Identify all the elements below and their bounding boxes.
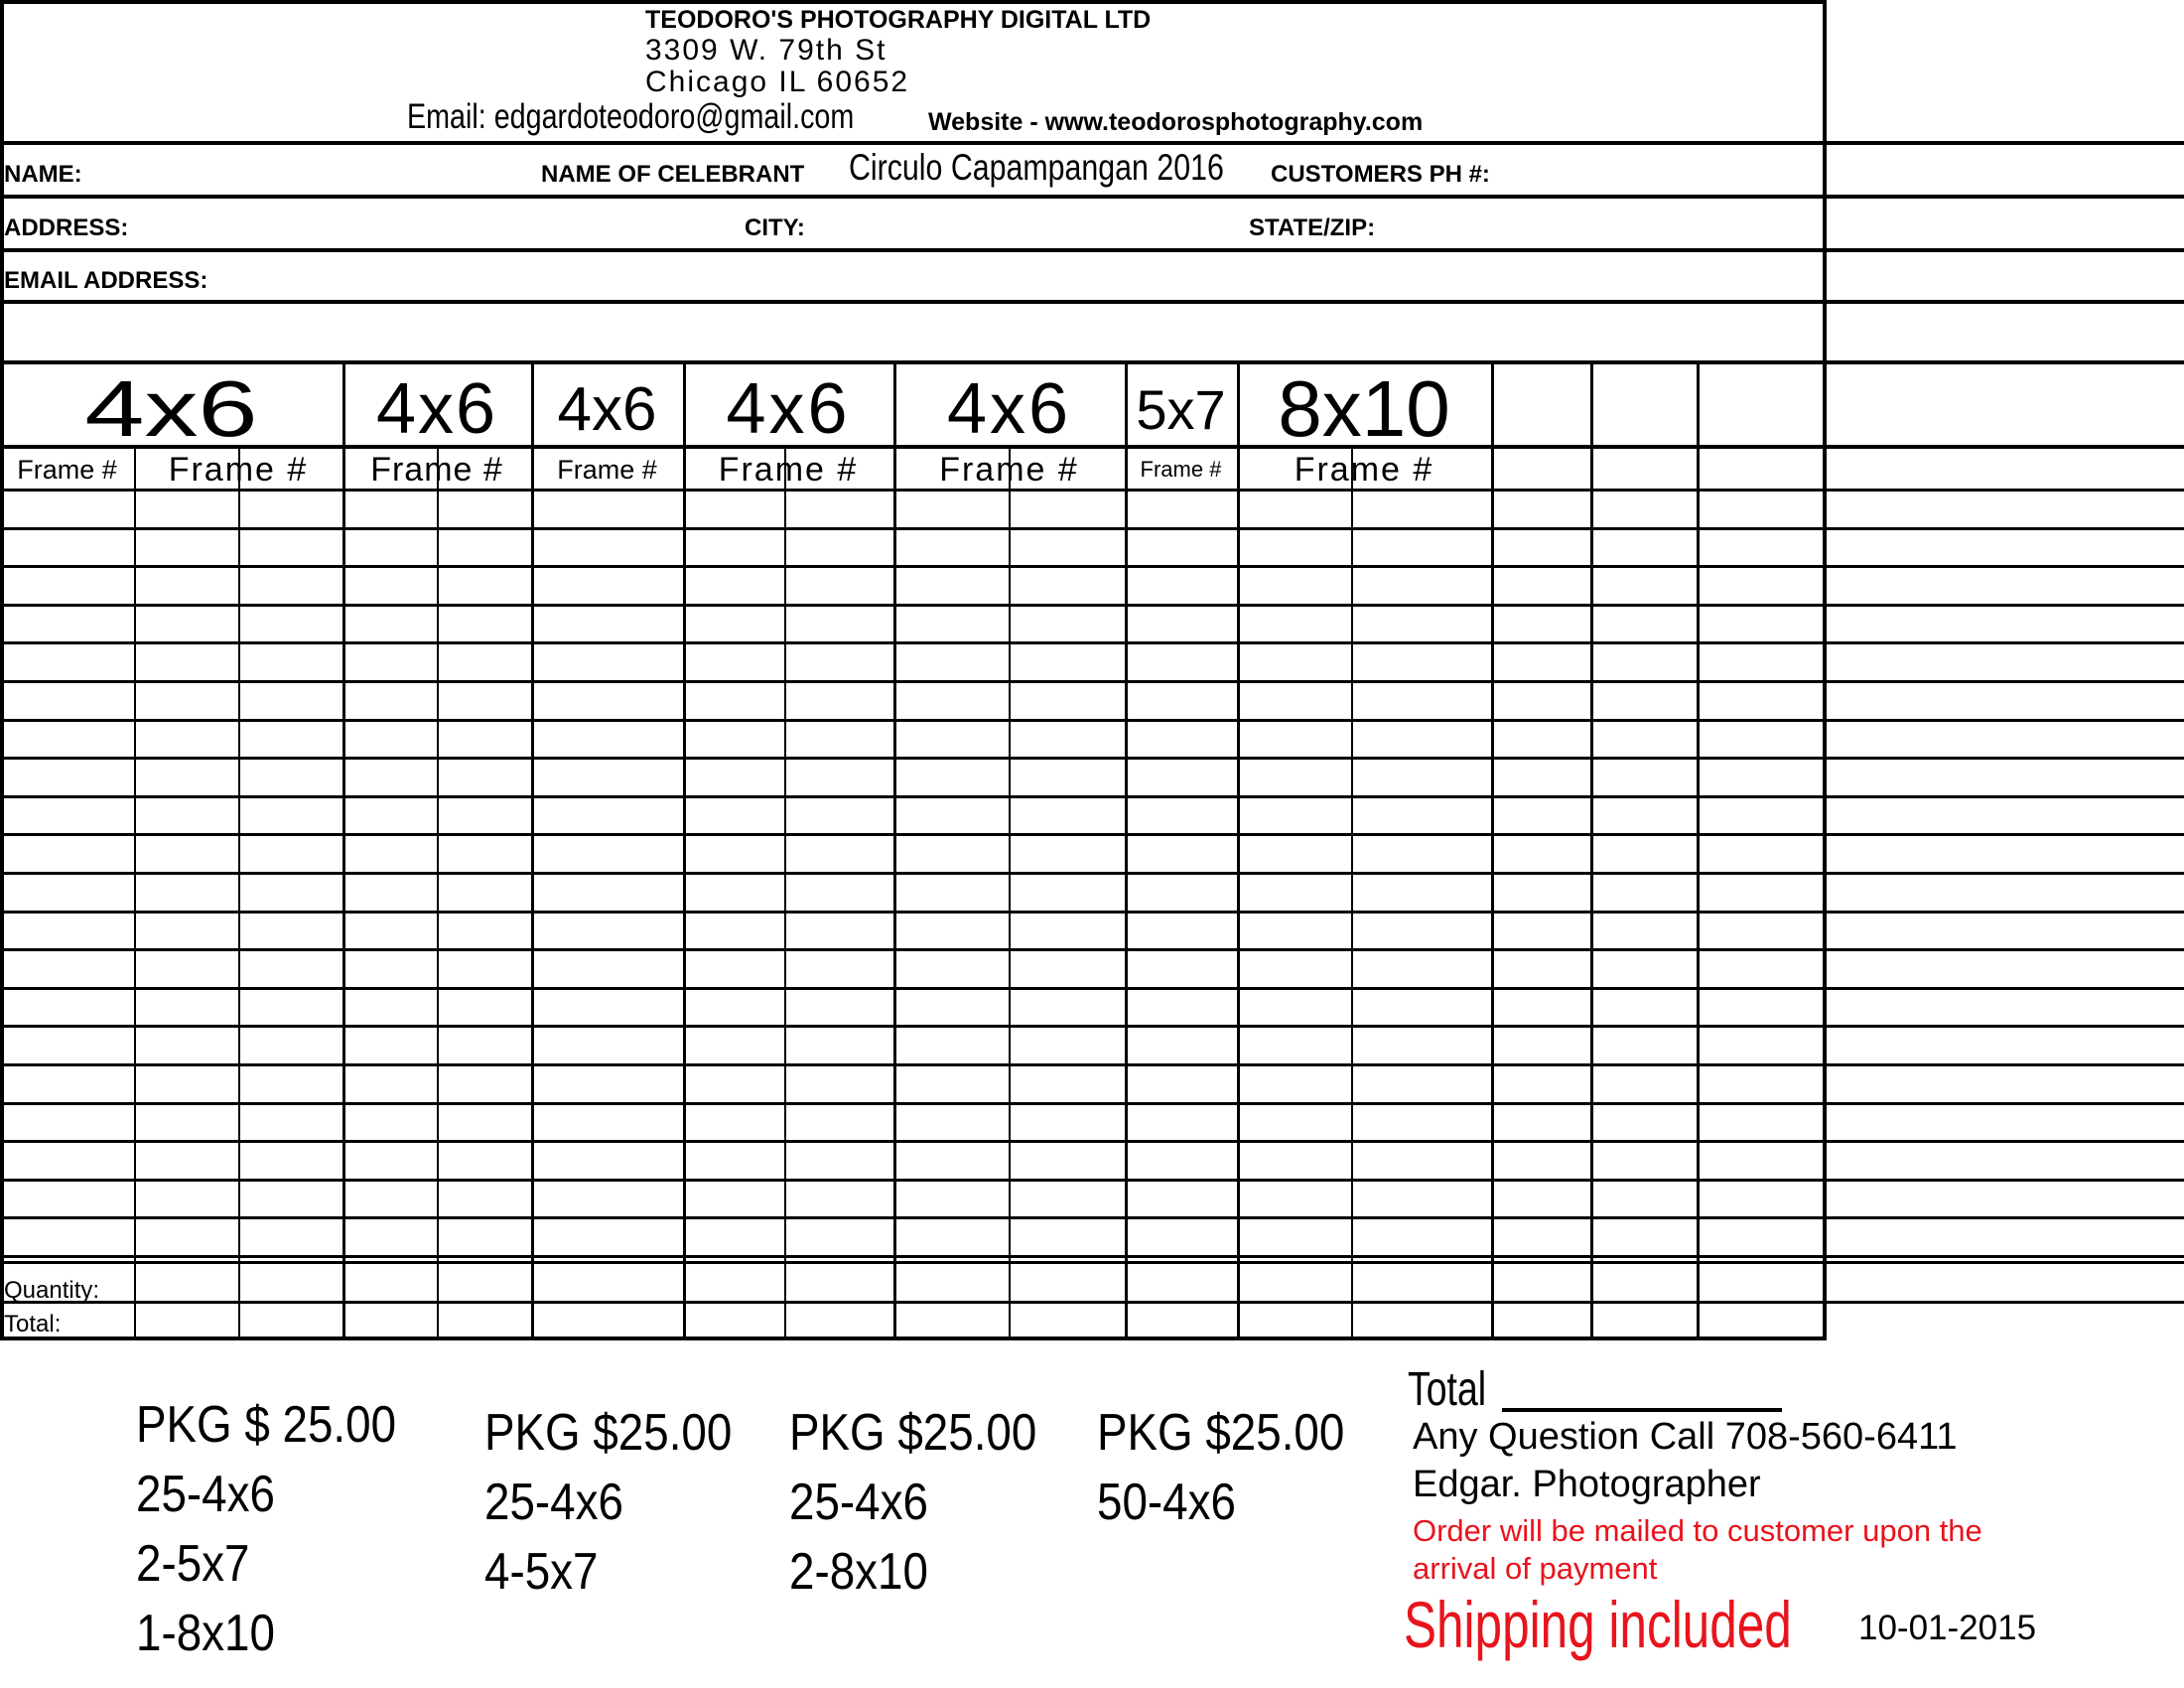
grid-row-line [0, 680, 2184, 683]
grid-row-line [0, 757, 2184, 760]
grid-row-line [0, 987, 2184, 990]
grid-row-line [0, 833, 2184, 836]
grid-column-line [1009, 449, 1011, 1336]
name-label: NAME: [4, 161, 82, 188]
grid-row-line [0, 911, 2184, 914]
grid-column-line [1237, 360, 1240, 1336]
company-name: TEODORO'S PHOTOGRAPHY DIGITAL LTD [645, 6, 1152, 34]
size-header-4x6: 4x6 [726, 369, 851, 449]
package-price: PKG $ 25.00 [136, 1396, 397, 1454]
package-item: 25-4x6 [136, 1466, 275, 1523]
grid-row-line [0, 641, 2184, 644]
city-label: CITY: [745, 214, 805, 241]
grid-row-line [0, 1261, 2184, 1264]
grid-column-line [1351, 449, 1353, 1336]
grid-row-line [0, 872, 2184, 875]
mail-note: arrival of payment [1413, 1551, 1658, 1586]
grid-row-line [0, 527, 2184, 530]
size-header-5x7: 5x7 [1136, 377, 1226, 441]
frame-number-header: Frame # [168, 450, 309, 489]
grid-row-line [0, 1301, 2184, 1304]
package-4 [1097, 1398, 1344, 1537]
shipping-note: Shipping included [1404, 1588, 1792, 1661]
package-item: 25-4x6 [484, 1474, 623, 1531]
order-total-line [1502, 1408, 1782, 1412]
grid-column-line [784, 449, 786, 1336]
phone-label: CUSTOMERS PH #: [1271, 161, 1490, 188]
total-row-label: Total: [4, 1311, 62, 1337]
size-header-8x10: 8x10 [1278, 364, 1450, 453]
email-label: EMAIL ADDRESS: [4, 267, 208, 294]
package-price: PKG $25.00 [484, 1404, 733, 1462]
grid-column-line [1125, 360, 1128, 1336]
frame-number-header: Frame # [718, 450, 859, 489]
frame-number-header: Frame # [17, 454, 117, 485]
grid-row-line [0, 604, 2184, 607]
package-item: 1-8x10 [136, 1605, 275, 1662]
grid-row-line [0, 795, 2184, 798]
grid-row-line [0, 1025, 2184, 1028]
size-header-4x6: 4x6 [946, 369, 1072, 449]
grid-row-line [0, 719, 2184, 722]
grid-column-line [531, 360, 534, 1336]
state-zip-label: STATE/ZIP: [1249, 214, 1376, 241]
grid-row-line [0, 1216, 2184, 1219]
grid-row-line [0, 1140, 2184, 1143]
grid-column-line [1491, 360, 1494, 1336]
grid-column-line [437, 449, 439, 1336]
size-header-4x6: 4x6 [375, 369, 498, 449]
grid-column-line [238, 449, 240, 1336]
frame-number-header: Frame # [939, 450, 1079, 489]
size-header-4x6: 4x6 [84, 364, 258, 453]
grid-row-line [0, 948, 2184, 951]
quantity-label: Quantity: [4, 1277, 100, 1304]
package-price: PKG $25.00 [1097, 1404, 1345, 1462]
grid-column-line [134, 449, 136, 1336]
grid-row-line [0, 1179, 2184, 1182]
package-item: 25-4x6 [789, 1474, 928, 1531]
grid-column-line [342, 360, 345, 1336]
package-price: PKG $25.00 [789, 1404, 1037, 1462]
photographer-name: Edgar. Photographer [1413, 1464, 1761, 1505]
form-date: 10-01-2015 [1858, 1609, 2037, 1647]
frame-number-header: Frame # [1294, 450, 1434, 489]
celebrant-value: Circulo Capampangan 2016 [849, 147, 1224, 188]
frame-number-header: Frame # [370, 450, 503, 489]
grid-row-line [0, 1255, 2184, 1258]
order-total-label: Total [1408, 1363, 1487, 1416]
package-3 [789, 1398, 1036, 1607]
package-item: 50-4x6 [1097, 1474, 1236, 1531]
package-item: 2-8x10 [789, 1543, 928, 1601]
grid-column-line [1697, 360, 1700, 1336]
address-label: ADDRESS: [4, 214, 129, 241]
grid-row-line [0, 1063, 2184, 1066]
contact-phone: Any Question Call 708-560-6411 [1413, 1416, 1958, 1458]
package-item: 4-5x7 [484, 1543, 599, 1601]
grid-column-line [893, 360, 896, 1336]
package-item: 2-5x7 [136, 1535, 250, 1593]
company-street: 3309 W. 79th St [645, 34, 887, 67]
grid-row-line [0, 1102, 2184, 1105]
company-city: Chicago IL 60652 [645, 66, 910, 98]
package-1 [136, 1390, 396, 1668]
celebrant-label: NAME OF CELEBRANT [541, 161, 805, 188]
frame-number-header: Frame # [1140, 457, 1222, 482]
grid-column-line [1590, 360, 1593, 1336]
company-website: Website - www.teodorosphotography.com [928, 108, 1424, 136]
grid-column-line [683, 360, 686, 1336]
grid-row-line [0, 565, 2184, 568]
frame-number-header: Frame # [557, 454, 657, 485]
size-header-4x6: 4x6 [557, 374, 657, 444]
mail-note: Order will be mailed to customer upon the [1413, 1513, 1982, 1548]
company-email: Email: edgardoteodoro@gmail.com [407, 97, 855, 136]
package-2 [484, 1398, 732, 1607]
